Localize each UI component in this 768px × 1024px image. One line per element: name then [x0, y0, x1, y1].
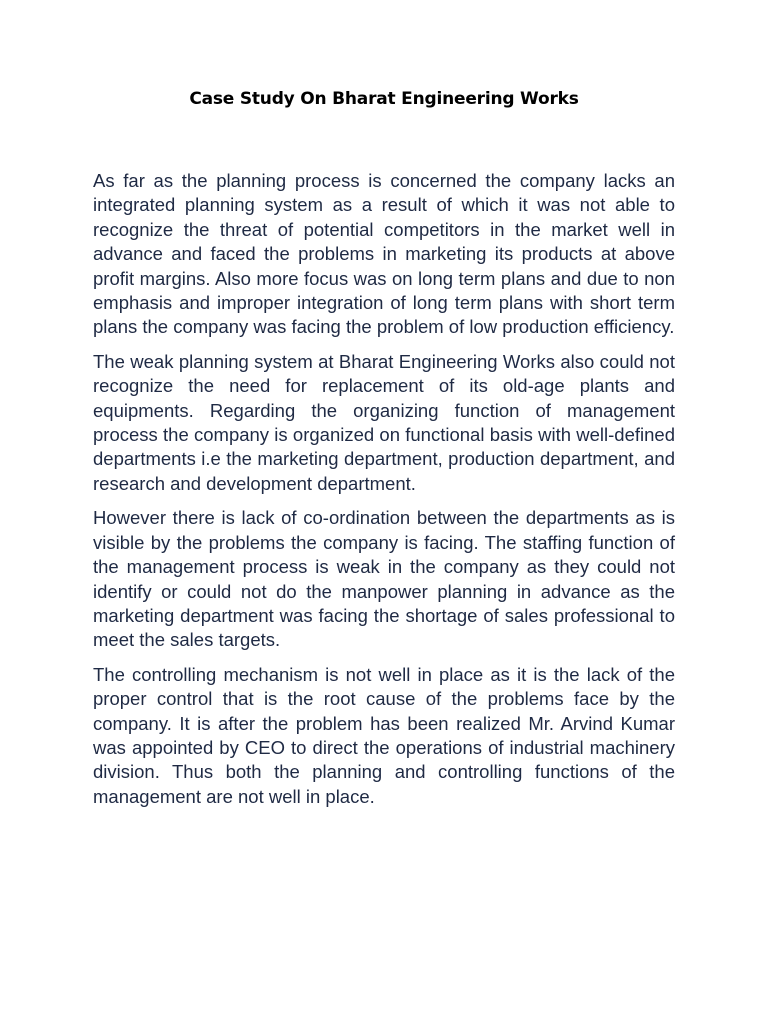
paragraph-planning: As far as the planning process is concerned the company lacks an integrated planning system as a result of which it was not able to recognize the threat of potential competitors in the market well in advance and faced the problems in marketing its products at above profit margins. Also more focus was on long term plans and due to non emphasis and improper integration of long term plans with short term plans the company was facing the problem of low production efficiency.	[93, 170, 675, 338]
document-body	[93, 169, 675, 819]
paragraph-controlling: The controlling mechanism is not well in place as it is the lack of the proper control that is the root cause of the problems face by the company. It is after the problem has been realized Mr. Arvind Kumar was appointed by CEO to direct the operations of industrial machinery division. Thus both the planning and controlling functions of the management are not well in place.	[93, 663, 675, 807]
paragraph-staffing: However there is lack of co-ordination between the departments as is visible by the problems the company is facing. The staffing function of the management process is weak in the company as they could not identify or could not do the manpower planning in advance as the marketing department was facing the shortage of sales professional to meet the sales targets.	[93, 507, 675, 651]
document-title: Case Study On Bharat Engineering Works	[189, 89, 579, 109]
paragraph-organizing: The weak planning system at Bharat Engineering Works also could not recognize the need for replacement of its old-age plants and equipments. Regarding the organizing function of management process the company is organized on functional basis with well-defined departments i.e the marketing department, production department, and research and development department.	[93, 350, 675, 494]
